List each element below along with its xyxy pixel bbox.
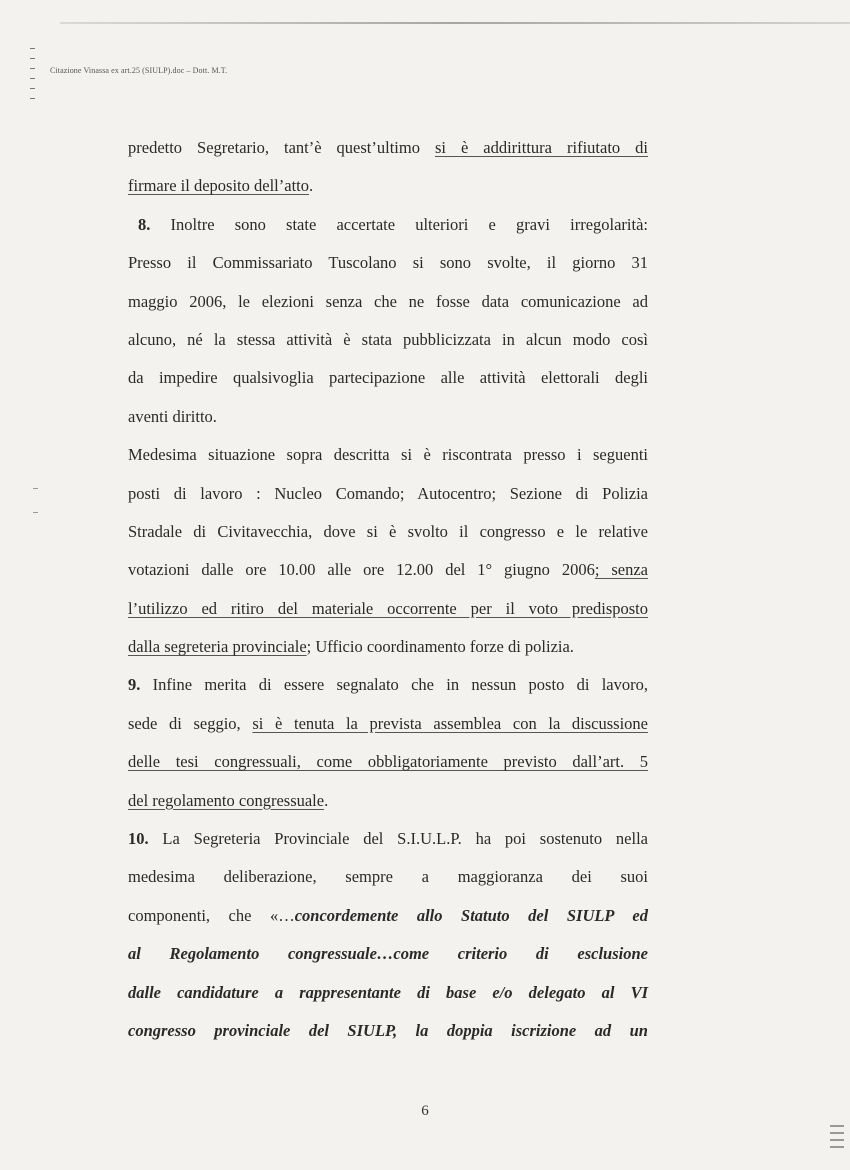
scan-left-dash <box>33 512 38 513</box>
text-line: Medesima situazione sopra descritta si è riscontrata presso i seguenti <box>128 445 648 465</box>
underlined-text: si è tenuta la prevista assemblea con la discussione <box>252 713 649 733</box>
text-line <box>128 820 648 858</box>
document-header: Citazione Vinassa ex art.25 (SIULP).doc – Dott. M.T. <box>50 66 228 75</box>
text-line <box>128 897 648 935</box>
document-body <box>128 129 648 1050</box>
text-line: medesima deliberazione, sempre a maggioranza dei suoi <box>128 867 648 887</box>
text-run: votazioni dalle ore 10.00 alle ore 12.00 del 1° giugno 2006 <box>128 560 595 580</box>
text-run: Inoltre sono state accertate ulteriori e gravi irregolarità: <box>150 214 648 234</box>
underlined-text: si è addirittura rifiutato di <box>434 138 648 157</box>
paragraph-number: 8. <box>138 214 151 234</box>
text-run: . <box>308 176 314 196</box>
text-line: aventi diritto. <box>128 406 217 426</box>
text-line <box>128 743 648 781</box>
scan-left-dash <box>33 488 38 489</box>
paragraph-number: 9. <box>128 675 141 695</box>
text-line <box>128 782 648 820</box>
text-line: alcuno, né la stessa attività è stata pubblicizzata in alcun modo così <box>128 329 648 349</box>
scan-edge-marks <box>30 48 38 108</box>
text-run: . <box>324 790 329 810</box>
text-line <box>128 551 648 589</box>
text-line <box>128 705 648 743</box>
text-run: predetto Segretario, tant’è quest’ultimo <box>128 138 435 157</box>
text-run: componenti, che «… <box>128 905 295 925</box>
text-run: sede di seggio, <box>128 713 253 733</box>
text-line <box>128 129 648 167</box>
text-run: La Segreteria Provinciale del S.I.U.L.P. ha poi sostenuto nella <box>148 829 648 849</box>
text-line <box>128 167 648 205</box>
quoted-italic-line: dalle candidature a rappresentante di base e/o delegato al VI <box>128 982 648 1002</box>
underlined-text: delle tesi congressuali, come obbligatoriamente previsto dall’art. 5 <box>128 752 648 772</box>
scan-top-edge <box>60 22 850 24</box>
text-line: Stradale di Civitavecchia, dove si è svolto il congresso e le relative <box>128 521 648 541</box>
text-line: da impedire qualsivoglia partecipazione alle attività elettorali degli <box>128 368 648 388</box>
text-line <box>128 628 648 666</box>
quoted-italic-line: al Regolamento congressuale…come criterio di esclusione <box>128 944 648 964</box>
text-line <box>128 590 648 628</box>
paragraph-number: 10. <box>128 829 149 849</box>
text-line <box>128 666 648 704</box>
underlined-text: firmare il deposito dell’atto <box>128 176 309 196</box>
text-line <box>128 206 648 244</box>
underlined-text: dalla segreteria provinciale <box>128 637 307 657</box>
scan-right-edge-marks <box>830 1030 844 1170</box>
text-run: ; Ufficio coordinamento forze di polizia. <box>306 637 574 657</box>
underlined-text: l’utilizzo ed ritiro del materiale occorrente per il voto predisposto <box>128 598 648 618</box>
quoted-italic-text: concordemente allo Statuto del SIULP ed <box>294 905 649 925</box>
text-run: Infine merita di essere segnalato che in nessun posto di lavoro, <box>140 675 648 695</box>
underlined-text: del regolamento congressuale <box>128 790 325 810</box>
page-number: 6 <box>421 1103 429 1119</box>
underlined-text: ; senza <box>594 560 648 580</box>
quoted-italic-line: congresso provinciale del SIULP, la doppia iscrizione ad un <box>128 1020 648 1040</box>
text-line: posti di lavoro : Nucleo Comando; Autocentro; Sezione di Polizia <box>128 483 648 503</box>
text-line: Presso il Commissariato Tuscolano si sono svolte, il giorno 31 <box>128 253 648 273</box>
text-line: maggio 2006, le elezioni senza che ne fosse data comunicazione ad <box>128 291 648 311</box>
